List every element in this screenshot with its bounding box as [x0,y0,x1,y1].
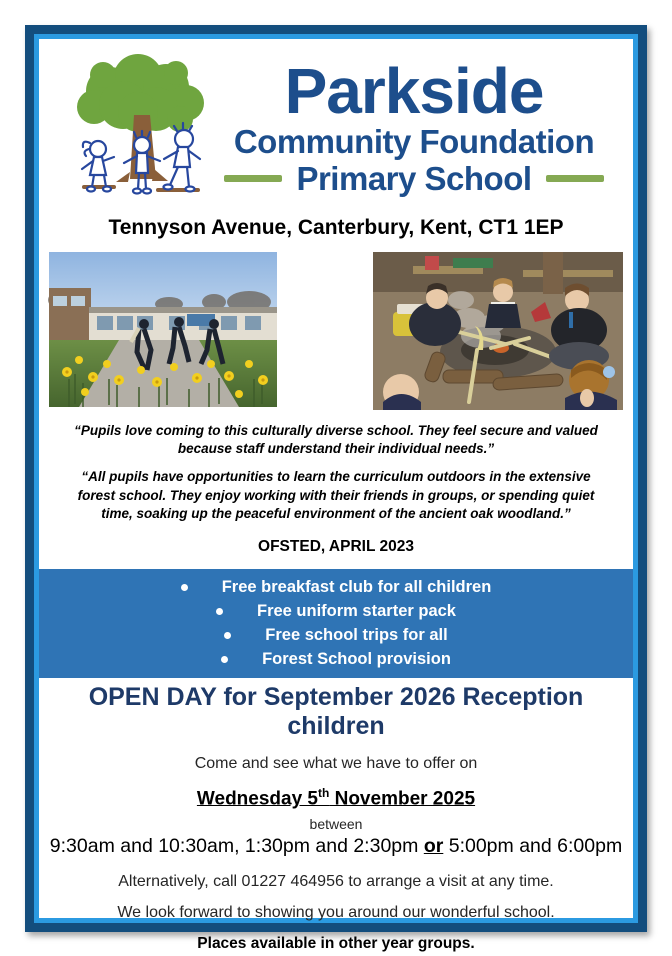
flyer-page [25,25,647,953]
bullet-label: Forest School provision [262,649,451,668]
benefits-banner [39,569,633,678]
school-name-line3: Primary School [296,160,532,197]
open-day-date: Wednesday 5th November 2025 [196,786,476,810]
open-day-intro: Come and see what we have to offer on [194,755,478,773]
between-label: between [309,816,363,833]
list-item [39,575,633,599]
bullet-icon [224,632,231,639]
ofsted-quote-1: “Pupils love coming to this culturally diverse school. They feel secure and valued because staff understand their individual needs.” [74,423,598,457]
bullet-icon [216,608,223,615]
look-forward-line: We look forward to showing you around our wonderful school. [117,904,555,922]
forest-school-photo [373,252,623,410]
green-dash-left [224,175,282,182]
photo-row [49,252,623,410]
ofsted-quote-2: “All pupils have opportunities to learn the curriculum outdoors in the extensive forest school. They enjoy working with their friends in groups, or spending quiet time, soaking up the peaceful environment of the ancient oak woodland.” [77,469,595,521]
open-day-times: 9:30am and 10:30am, 1:30pm and 2:30pm or 5:00pm and 6:00pm [49,835,623,858]
bullet-label: Free uniform starter pack [257,601,456,620]
benefits-list [39,575,633,671]
open-day-heading: OPEN DAY for September 2026 Reception children [88,683,584,741]
school-address: Tennyson Avenue, Canterbury, Kent, CT1 1EP [108,216,564,239]
bullet-icon [181,584,188,591]
bullet-label: Free school trips for all [265,625,448,644]
or-emphasis: or [423,835,444,858]
school-name-block [224,57,603,195]
school-building-photo [49,252,277,407]
list-item [39,599,633,623]
school-logo [39,57,633,202]
ofsted-label: OFSTED, APRIL 2023 [258,538,414,556]
bullet-icon [221,656,228,663]
tree-with-children-icon [68,57,218,202]
list-item [39,647,633,671]
places-line: Places available in other year groups. [197,935,475,953]
phone-line: Alternatively, call 01227 464956 to arrange a visit at any time. [118,873,554,891]
bullet-label: Free breakfast club for all children [221,577,492,596]
school-name-line2: Community Foundation [233,123,595,160]
flyer-content [34,34,638,953]
list-item [39,623,633,647]
date-ordinal: th [318,786,330,801]
school-name: Parkside [284,55,544,127]
green-dash-right [546,175,604,182]
